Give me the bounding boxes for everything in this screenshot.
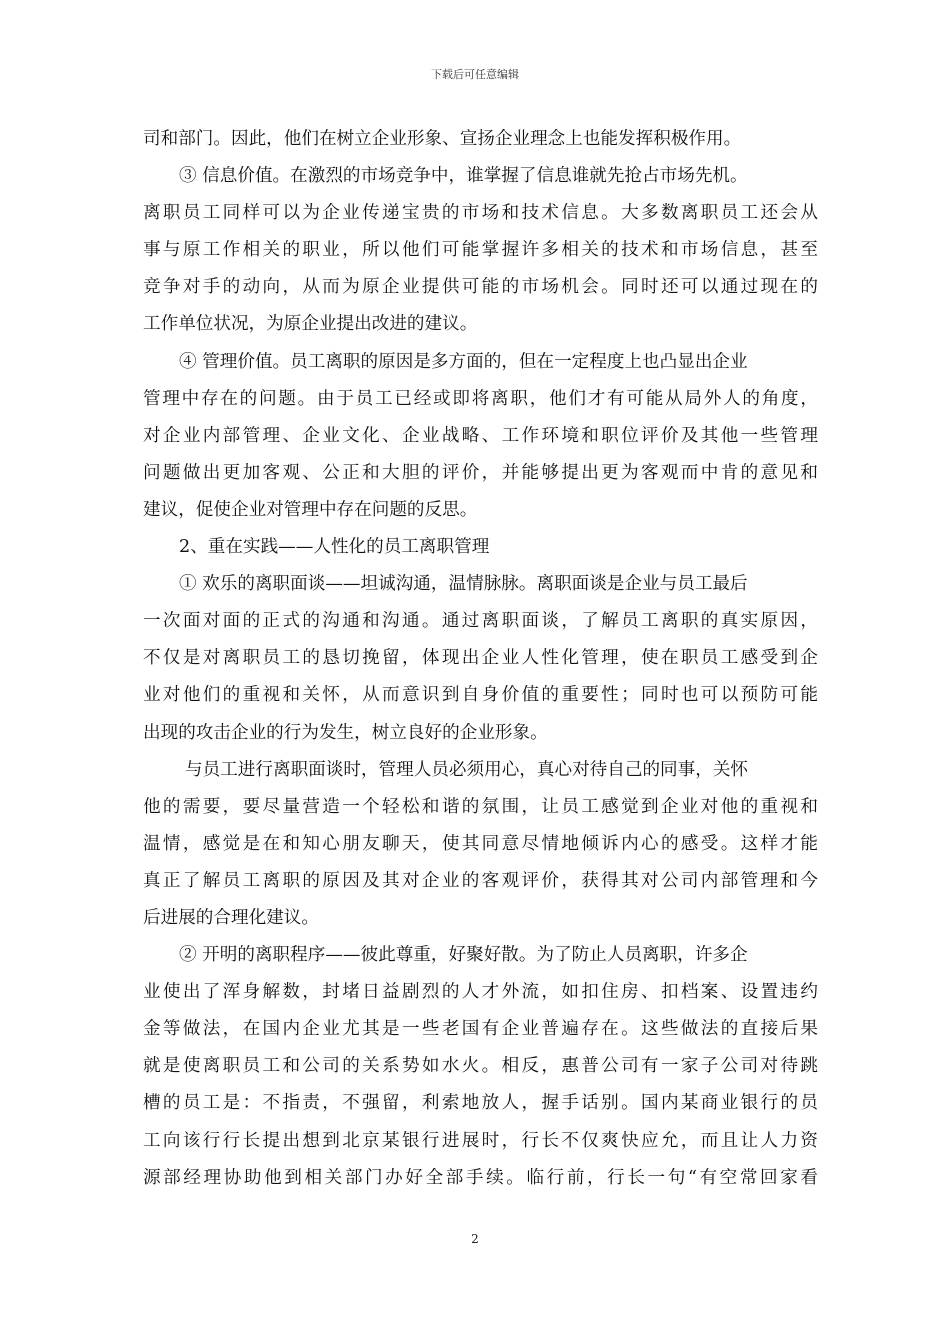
document-body bbox=[143, 121, 818, 1197]
body-line: 竞争对手的动向，从而为原企业提供可能的市场机会。同时还可以通过现在的 bbox=[143, 277, 818, 298]
body-line: 金等做法，在国内企业尤其是一些老国有企业普遍存在。这些做法的直接后果 bbox=[143, 1019, 818, 1040]
body-line: 对企业内部管理、企业文化、企业战略、工作环境和职位评价及其他一些管理 bbox=[143, 425, 818, 446]
body-line: 后进展的合理化建议。 bbox=[143, 907, 319, 928]
body-line: 工作单位状况，为原企业提出改进的建议。 bbox=[143, 314, 478, 335]
body-line: 司和部门。因此，他们在树立企业形象、宣扬企业理念上也能发挥积极作用。 bbox=[143, 129, 742, 149]
body-line: 业对他们的重视和关怀，从而意识到自身价值的重要性；同时也可以预防可能 bbox=[143, 685, 818, 706]
body-line: ③ 信息价值。在激烈的市场竞争中，谁掌握了信息谁就先抢占市场先机。 bbox=[179, 166, 748, 187]
body-line: 问题做出更加客观、公正和大胆的评价，并能够提出更为客观而中肯的意见和 bbox=[143, 462, 818, 483]
page-number: 2 bbox=[471, 1232, 479, 1246]
body-line: 不仅是对离职员工的恳切挽留，体现出企业人性化管理，使在职员工感受到企 bbox=[143, 648, 818, 669]
body-line: 事与原工作相关的职业，所以他们可能掌握许多相关的技术和市场信息，甚至 bbox=[143, 240, 818, 261]
body-line: 真正了解员工离职的原因及其对企业的客观评价，获得其对公司内部管理和今 bbox=[143, 870, 818, 891]
page-header: 下载后可任意编辑 bbox=[431, 68, 519, 81]
body-line: 槽的员工是：不指责，不强留，利索地放人，握手话别。国内某商业银行的员 bbox=[143, 1093, 818, 1114]
body-line: ② 开明的离职程序——彼此尊重，好聚好散。为了防止人员离职，许多企 bbox=[179, 945, 748, 966]
body-line: 工向该行行长提出想到北京某银行进展时，行长不仅爽快应允，而且让人力资 bbox=[143, 1130, 818, 1151]
body-line: 就是使离职员工和公司的关系势如水火。相反，惠普公司有一家子公司对待跳 bbox=[143, 1056, 818, 1077]
body-line: 与员工进行离职面谈时，管理人员必须用心，真心对待自己的同事，关怀 bbox=[185, 759, 749, 780]
section-heading: 2、重在实践——人性化的员工离职管理 bbox=[179, 537, 490, 558]
body-line: 离职员工同样可以为企业传递宝贵的市场和技术信息。大多数离职员工还会从 bbox=[143, 203, 818, 224]
body-line: 出现的攻击企业的行为发生，树立良好的企业形象。 bbox=[143, 722, 548, 743]
body-line: 源部经理协助他到相关部门办好全部手续。临行前，行长一句“有空常回家看 bbox=[143, 1167, 818, 1188]
body-line: 业使出了浑身解数，封堵日益剧烈的人才外流，如扣住房、扣档案、设置违约 bbox=[143, 982, 818, 1003]
body-line: 建议，促使企业对管理中存在问题的反思。 bbox=[143, 499, 478, 520]
body-line: ① 欢乐的离职面谈——坦诚沟通，温情脉脉。离职面谈是企业与员工最后 bbox=[179, 574, 748, 595]
body-line: 管理中存在的问题。由于员工已经或即将离职，他们才有可能从局外人的角度， bbox=[143, 388, 818, 409]
body-line: 温情，感觉是在和知心朋友聊天，使其同意尽情地倾诉内心的感受。这样才能 bbox=[143, 833, 818, 854]
body-line: 一次面对面的正式的沟通和沟通。通过离职面谈，了解员工离职的真实原因， bbox=[143, 611, 818, 632]
body-line: 他的需要，要尽量营造一个轻松和谐的氛围，让员工感觉到企业对他的重视和 bbox=[143, 796, 818, 817]
body-line: ④ 管理价值。员工离职的原因是多方面的，但在一定程度上也凸显出企业 bbox=[179, 351, 748, 372]
